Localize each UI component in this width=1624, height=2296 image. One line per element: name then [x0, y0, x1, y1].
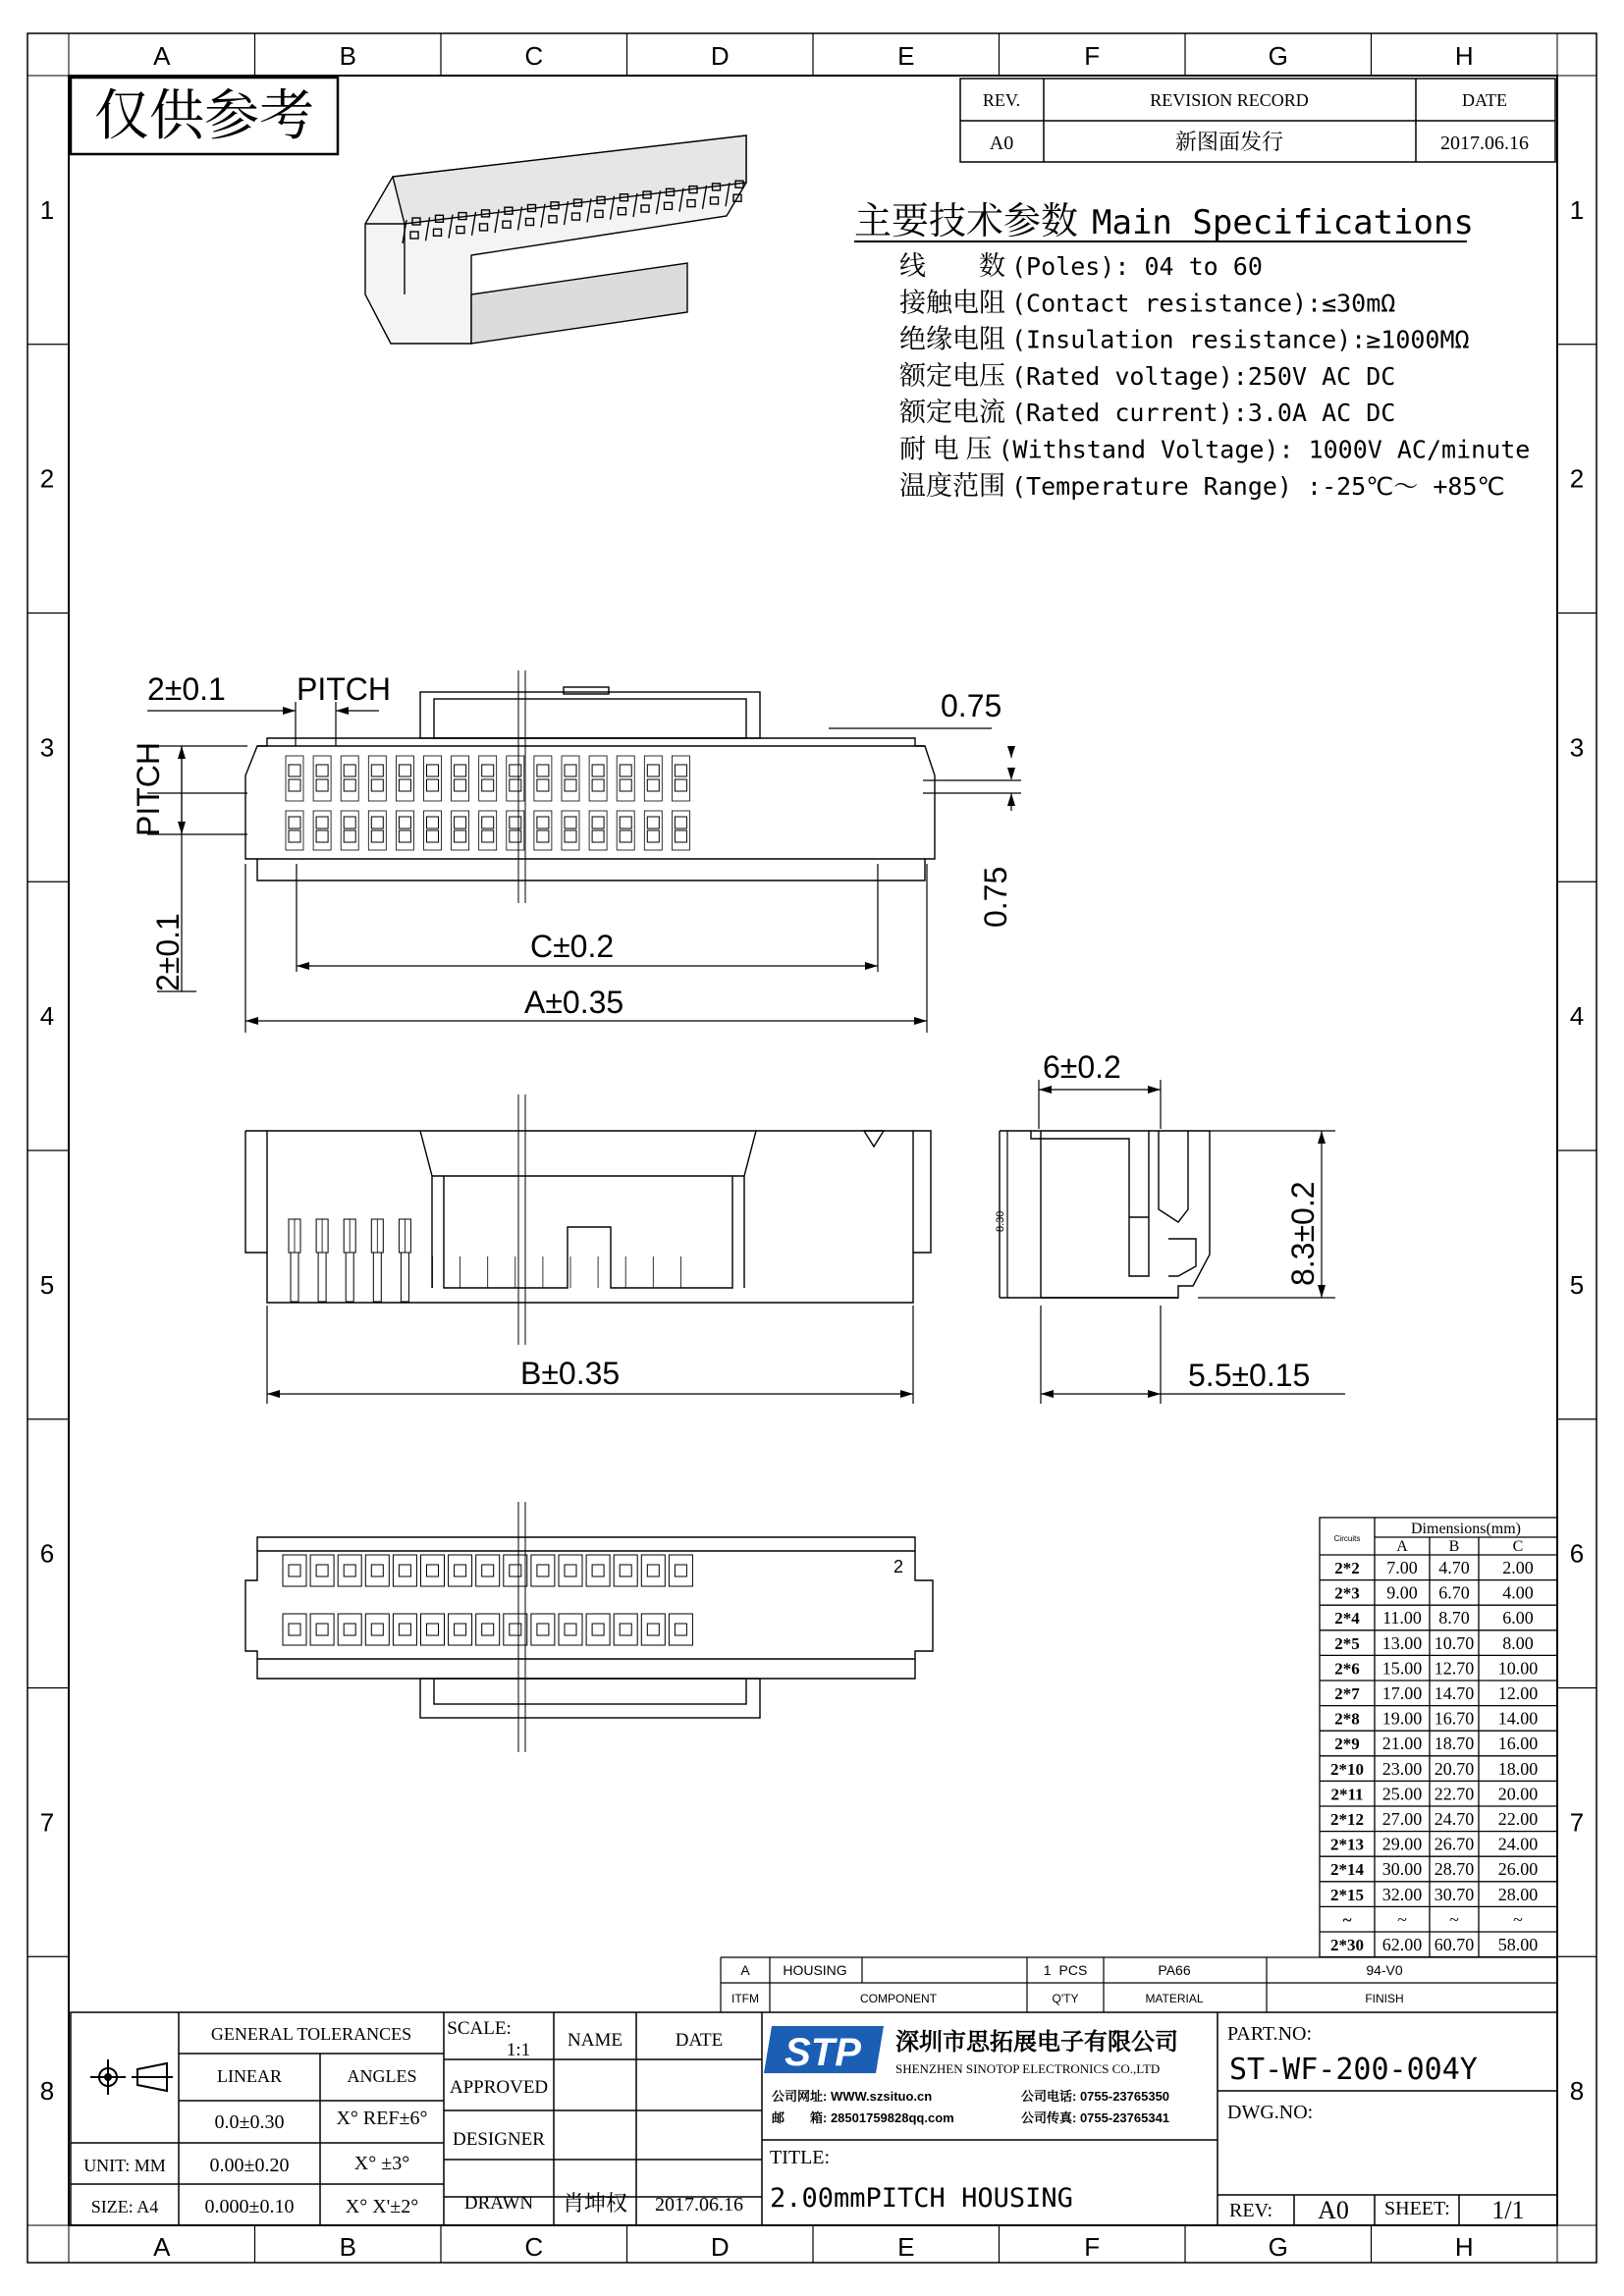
frame-row-label-left: 2 — [39, 463, 55, 494]
table-cell: 2*4 — [1334, 1609, 1360, 1629]
title-label: TITLE: — [770, 2147, 831, 2168]
drawn-label: DRAWN — [463, 2193, 534, 2214]
unit-label: UNIT: MM — [83, 2156, 166, 2175]
date-label: DATE — [675, 2030, 724, 2051]
table-cell: 15.00 — [1381, 1658, 1423, 1679]
table-cell: 26.70 — [1434, 1834, 1475, 1854]
spec-line-cn: 额定电压 — [899, 360, 1005, 391]
table-cell: 2.00 — [1502, 1558, 1534, 1577]
frame-col-label-top: F — [1084, 41, 1101, 71]
table-cell: 2*15 — [1330, 1885, 1364, 1904]
front-view — [245, 1131, 931, 1303]
frame-row-label-left: 3 — [39, 732, 55, 763]
table-cell: 2*9 — [1334, 1735, 1360, 1754]
linear-label: LINEAR — [217, 2066, 282, 2086]
frame-row-label-left: 8 — [39, 2076, 55, 2107]
table-cell: 12.70 — [1434, 1658, 1475, 1679]
table-cell: 28.70 — [1434, 1859, 1475, 1880]
bom-qty-label: Q'TY — [1052, 1992, 1079, 2005]
dim-a: A±0.35 — [524, 985, 624, 1020]
drawn-name: 肖坤权 — [562, 2191, 628, 2216]
general-tolerances-label: GENERAL TOLERANCES — [210, 2024, 412, 2044]
table-cell: 10.70 — [1434, 1632, 1475, 1653]
table-cell: 6.70 — [1438, 1582, 1470, 1603]
specs-title-cn: 主要技术参数 — [854, 201, 1079, 242]
frame-col-label-bottom: C — [524, 2232, 544, 2262]
table-cell: 2*7 — [1334, 1684, 1360, 1703]
dwg-no-label: DWG.NO: — [1227, 2102, 1314, 2123]
dim-c: C±0.2 — [530, 929, 615, 964]
bom-material: PA66 — [1158, 1962, 1191, 1978]
top-view — [245, 687, 935, 881]
table-cell: 6.00 — [1502, 1608, 1534, 1629]
spec-line-en: (Rated current):3.0A AC DC — [1011, 399, 1396, 428]
spec-line — [899, 398, 1395, 427]
dim-pitch-h: PITCH — [297, 671, 391, 707]
connector-isometric-view — [365, 135, 746, 344]
revision-record-label: REVISION RECORD — [1150, 90, 1309, 110]
table-cell: 24.70 — [1434, 1809, 1475, 1829]
dim-height: 8.3±0.2 — [1285, 1181, 1321, 1286]
specs-title — [854, 201, 1474, 242]
tol-angle-1: X° REF±6° — [336, 2108, 428, 2129]
table-cell: ~ — [1449, 1909, 1459, 1930]
specs-title-en: Main Specifications — [1092, 203, 1474, 242]
table-cell: 2*12 — [1330, 1810, 1364, 1829]
table-cell: 2*10 — [1330, 1759, 1364, 1779]
table-cell: 2*8 — [1334, 1709, 1360, 1729]
tol-linear-3: 0.000±0.10 — [204, 2196, 295, 2217]
spec-line-cn: 温度范围 — [899, 470, 1005, 501]
bom-material-label: MATERIAL — [1145, 1992, 1204, 2005]
table-cell: 12.00 — [1497, 1683, 1539, 1703]
frame-row-label-right: 3 — [1569, 732, 1585, 763]
frame-col-label-bottom: B — [339, 2232, 356, 2262]
table-cell: 21.00 — [1381, 1734, 1423, 1754]
approved-label: APPROVED — [449, 2077, 549, 2098]
table-col-header: A — [1396, 1538, 1408, 1555]
table-header-circuits: Circuits — [1333, 1534, 1361, 1543]
drawn-date: 2017.06.16 — [655, 2194, 743, 2216]
bom-finish-label: FINISH — [1365, 1992, 1404, 2005]
table-header-dimensions: Dimensions(mm) — [1411, 1521, 1521, 1537]
spec-line — [899, 288, 1395, 317]
frame-row-label-left: 7 — [39, 1807, 55, 1838]
bottom-view — [245, 1537, 933, 1718]
frame-row-label-left: 1 — [39, 194, 55, 225]
frame-col-label-bottom: D — [710, 2232, 730, 2262]
table-cell: 11.00 — [1382, 1608, 1422, 1629]
rev-label: REV. — [982, 90, 1021, 110]
spec-line-en: (Contact resistance):≤30mΩ — [1011, 289, 1396, 318]
spec-line — [899, 471, 1505, 501]
frame-row-label-right: 6 — [1569, 1538, 1585, 1569]
table-cell: 30.70 — [1434, 1884, 1475, 1904]
frame-col-label-bottom: E — [897, 2232, 915, 2262]
part-no-label: PART.NO: — [1227, 2023, 1313, 2045]
frame-row-label-left: 6 — [39, 1538, 55, 1569]
tol-linear-2: 0.00±0.20 — [209, 2155, 290, 2176]
dim-pitch-v: PITCH — [131, 742, 166, 836]
bom-qty: 1 PCS — [1043, 1962, 1088, 1978]
table-cell: 14.70 — [1434, 1683, 1475, 1703]
table-cell: 8.00 — [1502, 1632, 1534, 1653]
table-cell: 22.70 — [1434, 1784, 1475, 1804]
tol-angle-3: X° X'±2° — [345, 2196, 419, 2217]
sheet-value: 1/1 — [1491, 2196, 1525, 2224]
spec-line-en: (Rated voltage):250V AC DC — [1011, 361, 1396, 391]
revision-date-label: DATE — [1462, 90, 1507, 110]
table-cell: 16.70 — [1434, 1708, 1475, 1729]
pin-mark: 2 — [893, 1557, 904, 1576]
table-cell: 8.70 — [1438, 1608, 1470, 1629]
table-cell: 29.00 — [1381, 1834, 1423, 1854]
side-view — [1000, 1131, 1210, 1298]
table-cell: 60.70 — [1434, 1935, 1475, 1954]
frame-col-label-top: E — [897, 41, 915, 71]
dim-2-tolerance-v: 2±0.1 — [150, 913, 186, 991]
spec-line-cn: 耐 电 压 — [899, 434, 993, 464]
table-cell: 4.70 — [1438, 1558, 1470, 1577]
table-cell: 2*14 — [1330, 1860, 1364, 1880]
bom-component-label: COMPONENT — [860, 1992, 937, 2005]
drawing-title: 2.00mmPITCH HOUSING — [770, 2183, 1073, 2214]
dim-b: B±0.35 — [520, 1356, 621, 1391]
angles-label: ANGLES — [347, 2066, 417, 2086]
spec-line-en: (Withstand Voltage): 1000V AC/minute — [998, 435, 1531, 464]
rev-value-tb: A0 — [1318, 2196, 1349, 2224]
company-tel: 公司电话: 0755-23765350 — [1021, 2089, 1170, 2104]
tol-linear-1: 0.0±0.30 — [214, 2111, 285, 2133]
dim-075-top: 0.75 — [941, 688, 1002, 723]
sheet-label: SHEET: — [1384, 2198, 1450, 2219]
table-cell: 58.00 — [1497, 1935, 1539, 1954]
spec-line — [899, 361, 1395, 391]
table-cell: 22.00 — [1497, 1809, 1539, 1829]
tol-angle-2: X° ±3° — [353, 2153, 410, 2174]
bom-component: HOUSING — [783, 1962, 847, 1978]
revision-record: 新图面发行 — [1174, 130, 1284, 154]
table-cell: 27.00 — [1381, 1809, 1423, 1829]
bom-item-label: ITFM — [731, 1992, 759, 2005]
frame-row-label-right: 5 — [1569, 1269, 1585, 1300]
size-label: SIZE: A4 — [90, 2197, 159, 2216]
frame-col-label-bottom: G — [1268, 2232, 1288, 2262]
part-number: ST-WF-200-004Y — [1229, 2053, 1478, 2087]
frame-col-label-bottom: F — [1084, 2232, 1101, 2262]
reference-only-stamp: 仅供参考 — [94, 86, 314, 147]
table-cell: 2*3 — [1334, 1583, 1360, 1603]
company-logo — [764, 2026, 884, 2074]
table-cell: 2*30 — [1330, 1936, 1364, 1954]
company-name-cn: 深圳市思拓展电子有限公司 — [895, 2029, 1178, 2056]
spec-line-cn: 线 数 — [899, 251, 1005, 281]
dimension-arrows — [178, 707, 1015, 1025]
spec-line-en: (Poles): 04 to 60 — [1011, 252, 1263, 281]
spec-line — [899, 435, 1530, 464]
bom-finish: 94-V0 — [1366, 1962, 1403, 1978]
frame-col-label-top: G — [1268, 41, 1288, 71]
table-cell: 24.00 — [1497, 1834, 1539, 1854]
frame-row-label-left: 5 — [39, 1269, 55, 1300]
table-cell: 19.00 — [1381, 1708, 1423, 1729]
table-cell: 16.00 — [1497, 1734, 1539, 1754]
table-cell: 18.00 — [1497, 1758, 1539, 1779]
company-name-en: SHENZHEN SINOTOP ELECTRONICS CO.,LTD — [895, 2061, 1161, 2076]
top-view-dimensions — [147, 702, 1021, 1033]
table-cell: 23.00 — [1381, 1758, 1423, 1779]
frame-row-label-right: 1 — [1569, 194, 1585, 225]
designer-label: DESIGNER — [453, 2129, 545, 2150]
spec-line-cn: 接触电阻 — [899, 288, 1005, 318]
scale-label: SCALE: — [447, 2018, 512, 2039]
table-cell: 32.00 — [1381, 1884, 1423, 1904]
spec-line-en: (Temperature Range) :-25℃～ +85℃ — [1011, 471, 1505, 501]
table-cell: 20.00 — [1497, 1784, 1539, 1804]
logo-text: STP — [785, 2031, 861, 2074]
company-mail: 邮 箱: 28501759828qq.com — [772, 2110, 954, 2125]
table-cell: 7.00 — [1386, 1558, 1418, 1577]
frame-col-label-top: H — [1454, 41, 1474, 71]
table-cell: 2*5 — [1334, 1633, 1360, 1653]
table-cell: 14.00 — [1497, 1708, 1539, 1729]
bom-item: A — [740, 1962, 750, 1978]
table-cell: 2*13 — [1330, 1835, 1364, 1854]
company-website: 公司网址: WWW.szsituo.cn — [772, 2089, 933, 2104]
dim-height-small: 8.30 — [995, 1210, 1006, 1232]
company-fax: 公司传真: 0755-23765341 — [1021, 2110, 1170, 2125]
table-cell: 26.00 — [1497, 1859, 1539, 1880]
table-col-header: B — [1448, 1538, 1460, 1555]
frame-row-label-right: 2 — [1569, 463, 1585, 494]
frame-col-label-top: D — [710, 41, 730, 71]
frame-row-label-right: 4 — [1569, 1001, 1585, 1032]
frame-col-label-top: A — [153, 41, 171, 71]
name-label: NAME — [568, 2030, 623, 2051]
dim-2-tolerance-h: 2±0.1 — [147, 671, 226, 707]
frame-col-label-bottom: A — [153, 2232, 171, 2262]
spec-line-cn: 绝缘电阻 — [899, 324, 1005, 354]
frame-col-label-top: C — [524, 41, 544, 71]
dim-5-5: 5.5±0.15 — [1188, 1358, 1311, 1393]
table-cell: 4.00 — [1502, 1582, 1534, 1603]
projection-symbol-icon — [90, 2059, 173, 2095]
table-cell: 30.00 — [1381, 1859, 1423, 1880]
table-cell: 10.00 — [1497, 1658, 1539, 1679]
table-cell: 2*6 — [1334, 1659, 1360, 1679]
table-cell: 9.00 — [1386, 1582, 1418, 1603]
spec-line-cn: 额定电流 — [899, 398, 1005, 428]
frame-row-label-right: 8 — [1569, 2076, 1585, 2107]
frame-col-label-top: B — [339, 41, 356, 71]
dimensions-table — [1320, 1518, 1557, 1957]
table-cell: 2*2 — [1334, 1559, 1360, 1577]
rev-label-tb: REV: — [1229, 2200, 1273, 2221]
table-col-header: C — [1512, 1538, 1524, 1555]
spec-line-en: (Insulation resistance):≥1000MΩ — [1011, 325, 1470, 354]
frame-col-label-bottom: H — [1454, 2232, 1474, 2262]
frame-row-label-right: 7 — [1569, 1807, 1585, 1838]
table-cell: 28.00 — [1497, 1884, 1539, 1904]
table-cell: 13.00 — [1381, 1632, 1423, 1653]
scale-value: 1:1 — [506, 2040, 531, 2060]
main-specifications — [854, 201, 1530, 501]
revision-date: 2017.06.16 — [1440, 133, 1529, 154]
table-cell: ~ — [1513, 1909, 1523, 1930]
dim-6: 6±0.2 — [1043, 1049, 1121, 1085]
table-cell: 2*11 — [1330, 1785, 1364, 1804]
table-cell: 25.00 — [1381, 1784, 1423, 1804]
dim-075-side: 0.75 — [978, 866, 1013, 928]
table-cell: 20.70 — [1434, 1758, 1475, 1779]
spec-line — [899, 251, 1263, 281]
spec-line — [899, 325, 1470, 354]
table-cell: 18.70 — [1434, 1734, 1475, 1754]
revision-rev: A0 — [989, 133, 1014, 154]
table-cell: ~ — [1342, 1910, 1352, 1930]
table-cell: ~ — [1397, 1909, 1407, 1930]
frame-row-label-left: 4 — [39, 1001, 55, 1032]
table-cell: 17.00 — [1381, 1683, 1423, 1703]
table-cell: 62.00 — [1381, 1935, 1423, 1954]
